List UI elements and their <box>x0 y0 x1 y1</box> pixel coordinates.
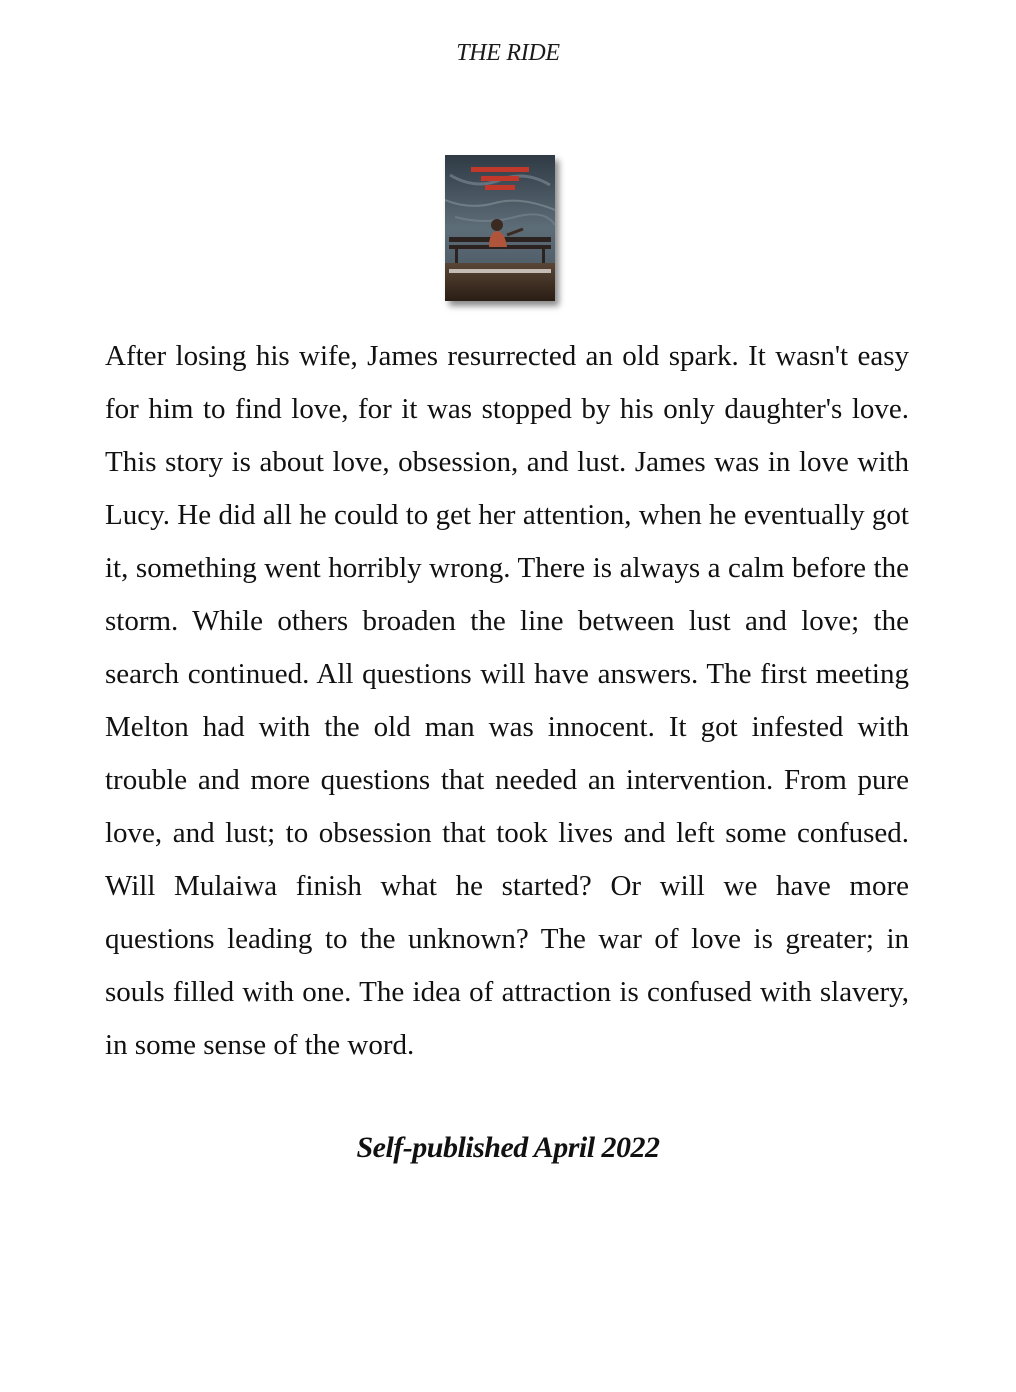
page-header-title: THE RIDE <box>456 40 560 66</box>
book-cover-image <box>445 155 555 301</box>
publication-date-line: Self-published April 2022 <box>356 1131 660 1164</box>
book-blurb-paragraph: After losing his wife, James resurrected an old spark. It wasn't easy for him to find love, for it was stopped by his only daughter's love. This story is about love, obsession, and lust. James was in love with Lucy. He did all he could to get her attention, when he eventually got it, something went horribly wrong. There is always a calm before the storm. While others broaden the line between lust and love; the search continued. All questions will have answers. The first meeting Melton had with the old man was innocent. It got infested with trouble and more questions that needed an intervention. From pure love, and lust; to obsession that took lives and left some confused. Will Mulaiwa finish what he started? Or will we have more questions leading to the unknown? The war of love is greater; in souls filled with one. The idea of attraction is confused with slavery, in some sense of the word. <box>105 340 909 1061</box>
book-cover-illustration <box>445 155 555 301</box>
